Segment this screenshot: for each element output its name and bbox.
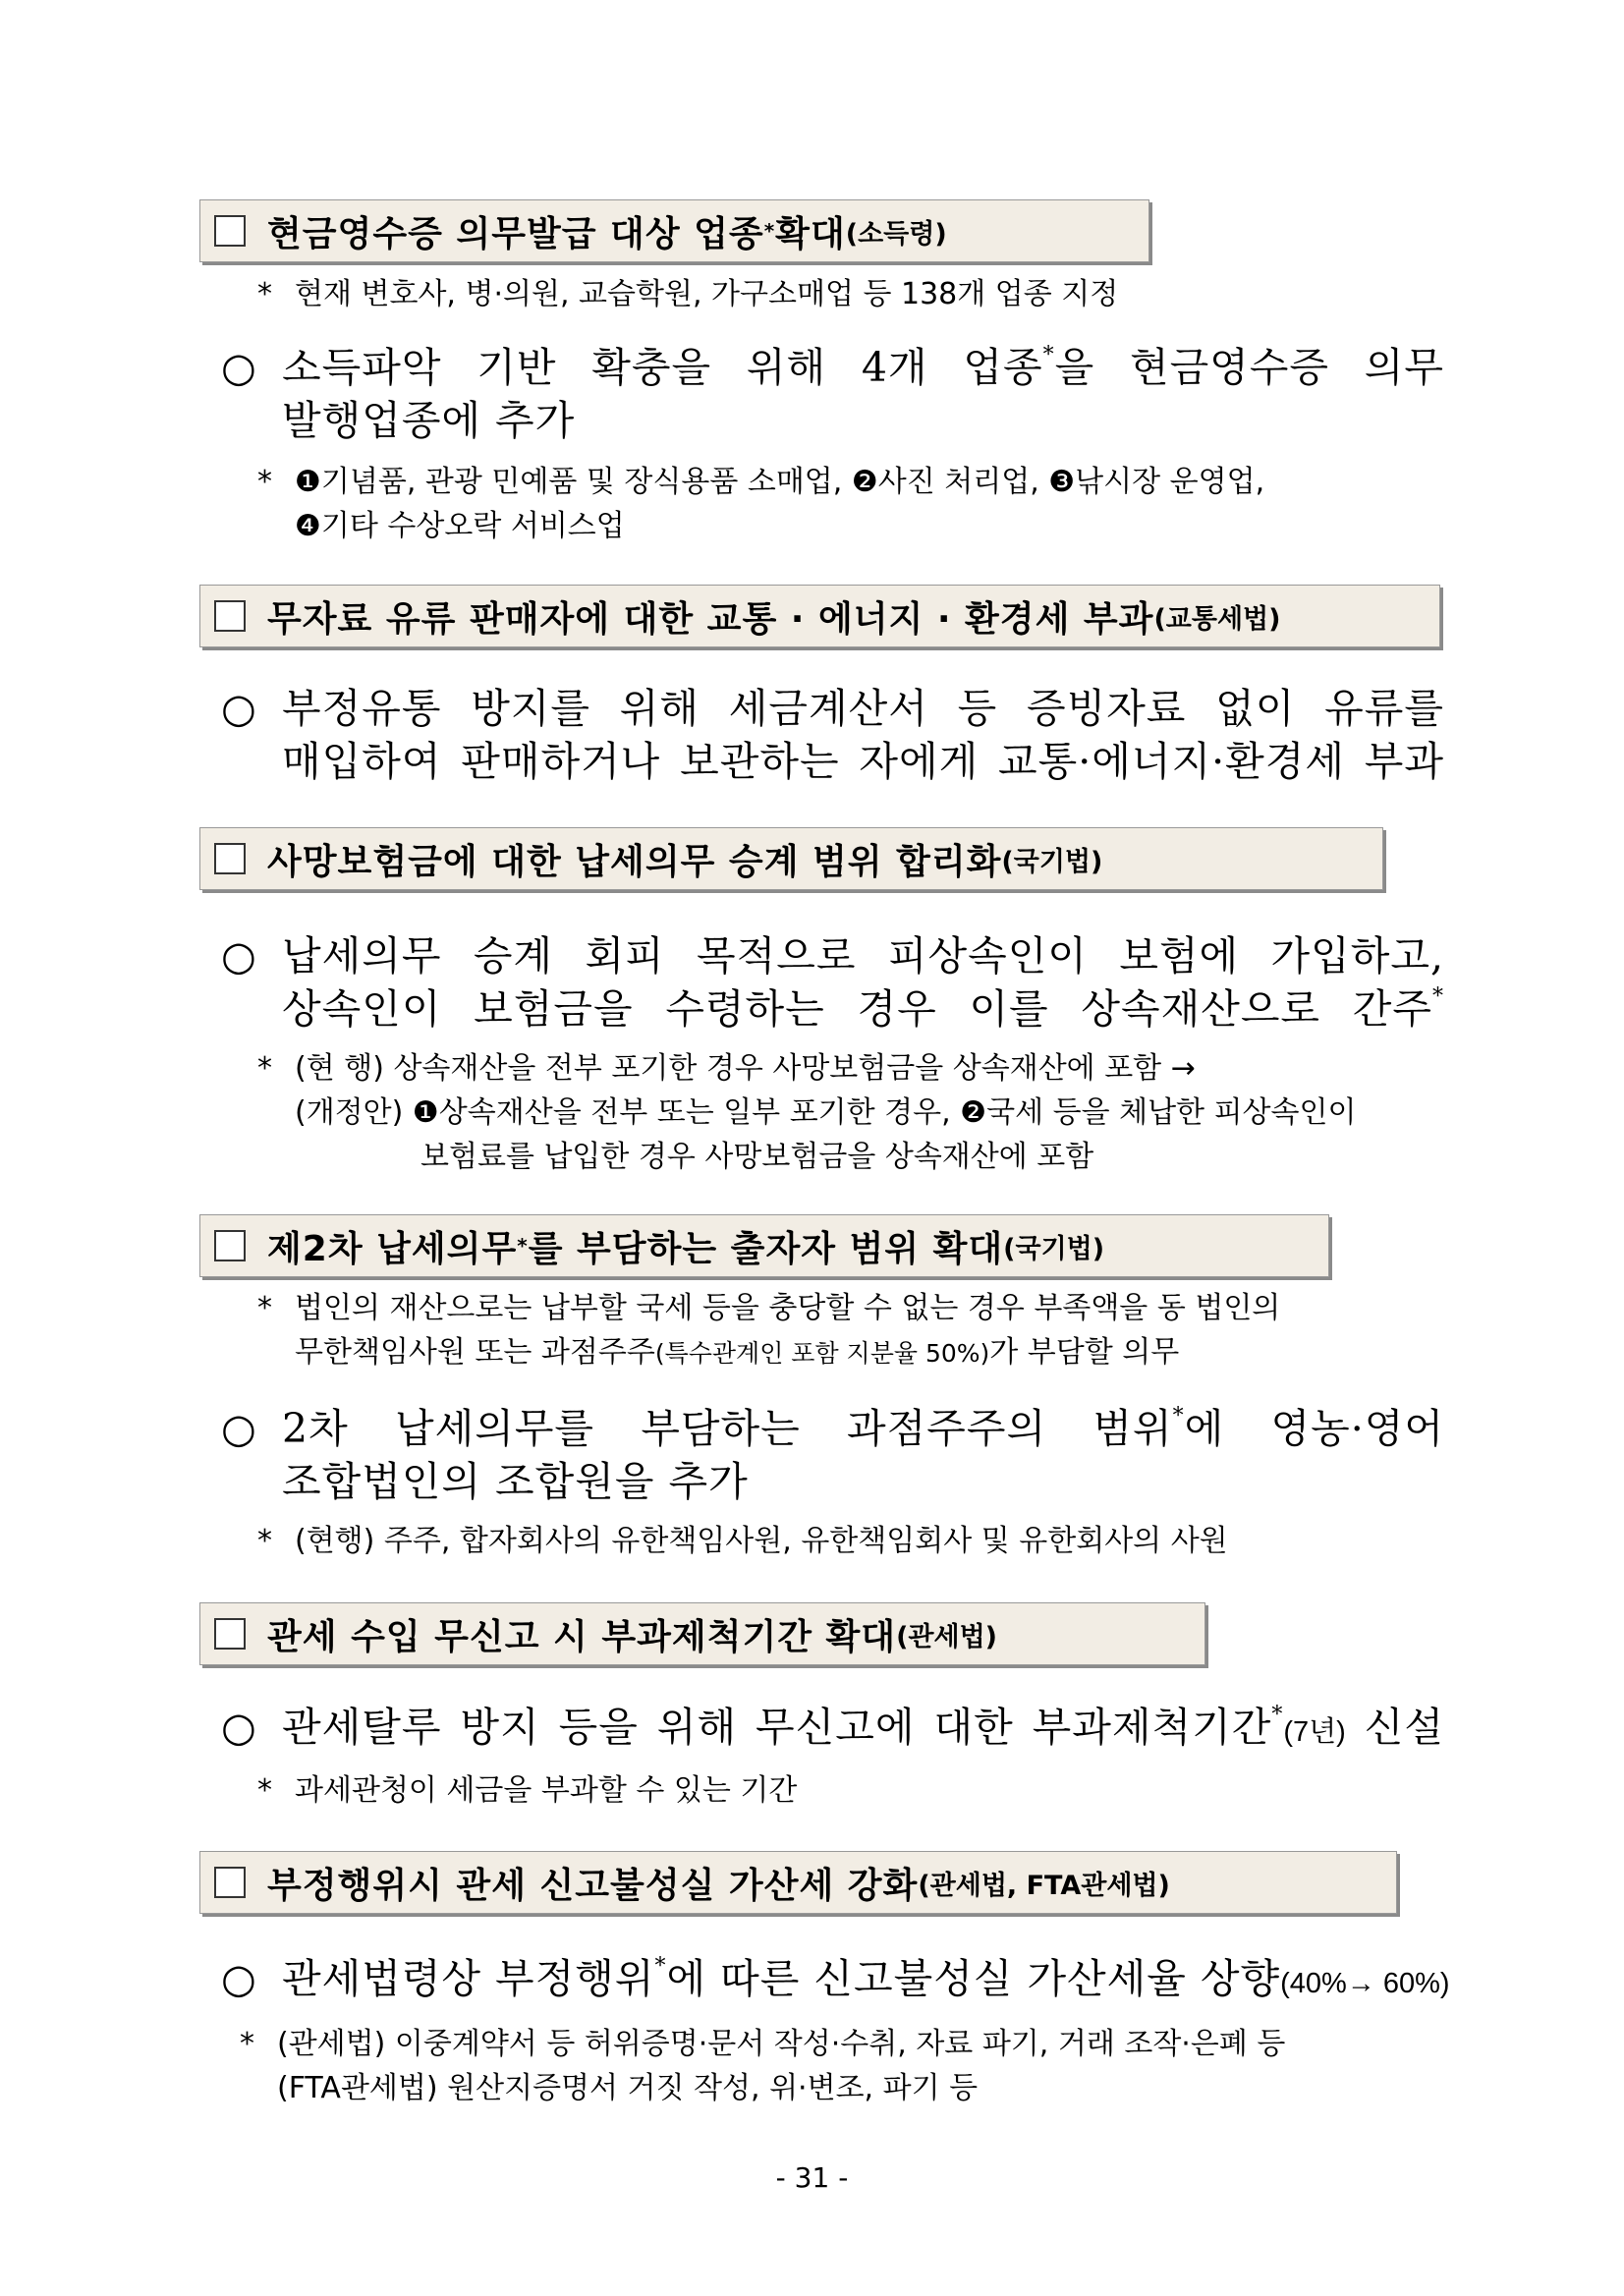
footnote-star: * bbox=[257, 1524, 272, 1558]
bullet-line bbox=[282, 1402, 1444, 1455]
bullet-circle-icon: ○ bbox=[221, 932, 257, 980]
footnote-star: * bbox=[257, 1291, 272, 1325]
footnote-text: (FTA관세법) 원산지증명서 거짓 작성, 위·변조, 파기 등 bbox=[277, 2071, 979, 2105]
footnote-detail bbox=[240, 2022, 1285, 2110]
footnote-text: 과세관청이 세금을 부과할 수 있는 기간 bbox=[295, 1773, 798, 1808]
section-title: 현금영수증 의무발급 대상 업종 bbox=[267, 213, 764, 254]
footnote-text: ❶기념품, 관광 민예품 및 장식용품 소매업, ❷사진 처리업, ❸낚시장 운영업, bbox=[295, 465, 1265, 499]
bullet-line bbox=[282, 1952, 1450, 2010]
bullet-line bbox=[282, 1701, 1444, 1759]
bullet-text: 상속인이 보험금을 수령하는 경우 이를 상속재산으로 간주 bbox=[282, 985, 1432, 1033]
footnote-mark: * bbox=[654, 1954, 667, 1979]
section-title-tail: 를 부담하는 출자자 범위 확대 bbox=[528, 1228, 1004, 1269]
footnote-mark: * bbox=[1432, 984, 1444, 1009]
checkbox-square-icon bbox=[214, 215, 246, 247]
bullet-paragraph bbox=[221, 1701, 1444, 1759]
footnote-text: 보험료를 납입한 경우 사망보험금을 상속재산에 포함 bbox=[420, 1140, 1094, 1174]
bullet-circle-icon: ○ bbox=[221, 1955, 257, 2002]
footnote-detail bbox=[257, 460, 1264, 548]
bullet-line bbox=[282, 341, 1444, 394]
section-title-tail: 확대 bbox=[775, 213, 846, 254]
bullet-line: 매입하여 판매하거나 보관하는 자에게 교통·에너지·환경세 부과 bbox=[282, 738, 1444, 785]
bullet-line: 부정유통 방지를 위해 세금계산서 등 증빙자료 없이 유류를 bbox=[282, 685, 1444, 732]
footnote-text: 법인의 재산으로는 납부할 국세 등을 충당할 수 없는 경우 부족액을 동 법인의 bbox=[295, 1291, 1281, 1325]
bullet-text: 관세탈루 방지 등을 위해 무신고에 대한 부과제척기간 bbox=[282, 1704, 1272, 1751]
checkbox-square-icon bbox=[214, 600, 246, 632]
footnote-detail bbox=[257, 1046, 1356, 1179]
law-reference: (관세법) bbox=[896, 1621, 998, 1652]
bullet-circle-icon: ○ bbox=[221, 344, 257, 391]
footnote-star: * bbox=[257, 277, 272, 311]
bullet-circle-icon: ○ bbox=[221, 1704, 257, 1751]
bullet-small-text: (7년) bbox=[1283, 1716, 1346, 1748]
section-title: 제2차 납세의무 bbox=[267, 1228, 518, 1269]
bullet-paragraph bbox=[221, 1952, 1450, 2010]
bullet-text: 을 현금영수증 의무 bbox=[1054, 344, 1445, 391]
footnote-text: (현 행) 상속재산을 전부 포기한 경우 사망보험금을 상속재산에 포함 → bbox=[295, 1051, 1196, 1086]
footnote-star: * bbox=[240, 2027, 254, 2061]
footnote-mark: * bbox=[763, 219, 776, 243]
footnote-small-text: (특수관계인 포함 지분율 50%) bbox=[654, 1339, 990, 1368]
footnote-text: (현행) 주주, 합자회사의 유한책임사원, 유한책임회사 및 유한회사의 사원 bbox=[295, 1524, 1228, 1558]
section-header-cash-receipt bbox=[199, 199, 1149, 262]
bullet-paragraph bbox=[221, 1402, 1444, 1508]
section-header-customs-penalty bbox=[199, 1851, 1397, 1914]
section-header-secondary-liability bbox=[199, 1214, 1329, 1277]
bullet-text: 신설 bbox=[1345, 1704, 1444, 1751]
bullet-small-text: (40%→ 60%) bbox=[1280, 1968, 1450, 1999]
law-reference: (관세법, FTA관세법) bbox=[918, 1870, 1170, 1901]
checkbox-square-icon bbox=[214, 1867, 246, 1898]
footnote-mark: * bbox=[1271, 1703, 1284, 1727]
bullet-paragraph bbox=[221, 682, 1444, 788]
section-title: 관세 수입 무신고 시 부과제척기간 확대 bbox=[267, 1616, 897, 1657]
section-header-customs-period bbox=[199, 1602, 1205, 1665]
footnote bbox=[257, 1286, 1280, 1375]
law-reference: (국기법) bbox=[1003, 1233, 1105, 1264]
law-reference: (국기법) bbox=[1001, 846, 1103, 877]
bullet-paragraph bbox=[221, 341, 1444, 447]
bullet-line: 발행업종에 추가 bbox=[282, 397, 576, 444]
section-title: 부정행위시 관세 신고불성실 가산세 강화 bbox=[267, 1865, 919, 1906]
bullet-text: 소득파악 기반 확충을 위해 4개 업종 bbox=[282, 344, 1043, 391]
footnote-star: * bbox=[257, 465, 272, 499]
bullet-line: 납세의무 승계 회피 목적으로 피상속인이 보험에 가입하고, bbox=[282, 932, 1444, 980]
footnote bbox=[257, 272, 1118, 316]
footnote bbox=[257, 1768, 797, 1813]
bullet-text: 에 영농·영어 bbox=[1184, 1405, 1444, 1452]
footnote-detail bbox=[257, 1519, 1228, 1563]
footnote-text: (개정안) ❶상속재산을 전부 또는 일부 포기한 경우, ❷국세 등을 체납한 피상속인이 bbox=[295, 1095, 1357, 1130]
footnote-mark: * bbox=[1042, 343, 1055, 367]
checkbox-square-icon bbox=[214, 1618, 246, 1650]
bullet-paragraph bbox=[221, 929, 1444, 1036]
bullet-text: 2차 납세의무를 부담하는 과점주주의 범위 bbox=[282, 1405, 1173, 1452]
bullet-circle-icon: ○ bbox=[221, 685, 257, 732]
footnote-text: 가 부담할 의무 bbox=[989, 1335, 1180, 1370]
section-title: 사망보험금에 대한 납세의무 승계 범위 합리화 bbox=[267, 841, 1002, 882]
checkbox-square-icon bbox=[214, 1230, 246, 1261]
checkbox-square-icon bbox=[214, 843, 246, 874]
law-reference: (교통세법) bbox=[1153, 603, 1281, 635]
footnote-text: 무한책임사원 또는 과점주주 bbox=[295, 1335, 655, 1370]
footnote-star: * bbox=[257, 1051, 272, 1086]
law-reference: (소득령) bbox=[845, 218, 947, 250]
footnote-star: * bbox=[257, 1773, 272, 1808]
section-title: 무자료 유류 판매자에 대한 교통 · 에너지 · 환경세 부과 bbox=[267, 598, 1154, 640]
section-header-fuel-tax bbox=[199, 585, 1440, 647]
footnote-text: 현재 변호사, 병·의원, 교습학원, 가구소매업 등 138개 업종 지정 bbox=[295, 277, 1119, 311]
section-header-death-insurance bbox=[199, 827, 1383, 890]
bullet-text: 에 따른 신고불성실 가산세율 상향 bbox=[666, 1955, 1281, 2002]
footnote-text: (관세법) 이중계약서 등 허위증명·문서 작성·수취, 자료 파기, 거래 조작·은폐 등 bbox=[277, 2027, 1286, 2061]
page-number: - 31 - bbox=[775, 2161, 849, 2194]
footnote-mark: * bbox=[517, 1234, 529, 1258]
bullet-line: 조합법인의 조합원을 추가 bbox=[282, 1458, 749, 1505]
footnote-mark: * bbox=[1172, 1404, 1185, 1428]
bullet-circle-icon: ○ bbox=[221, 1405, 257, 1452]
footnote-text: ❹기타 수상오락 서비스업 bbox=[295, 509, 625, 543]
bullet-line bbox=[282, 982, 1444, 1036]
bullet-text: 관세법령상 부정행위 bbox=[282, 1955, 655, 2002]
